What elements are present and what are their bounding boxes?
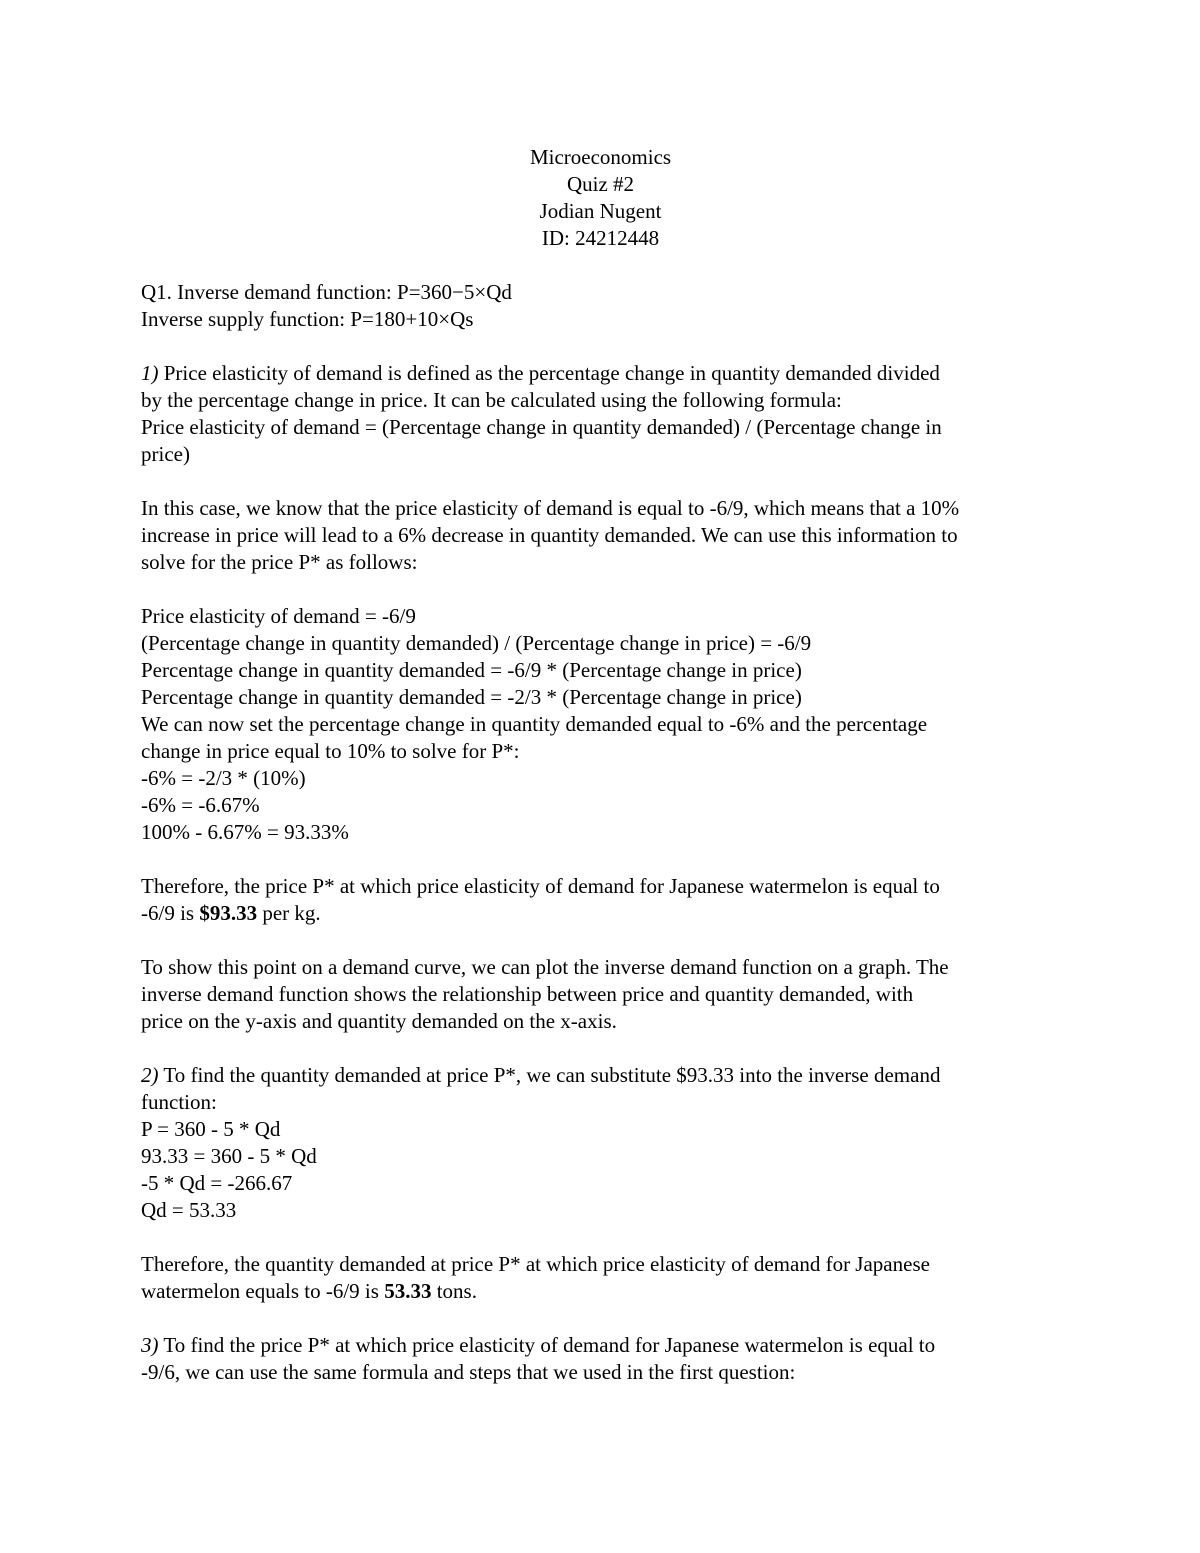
part1-conclusion-pre: -6/9 is <box>141 901 200 925</box>
part1-conclusion-line-1: Therefore, the price P* at which price elasticity of demand for Japanese watermelon is equal to <box>141 874 940 898</box>
part2-step: P = 360 - 5 * Qd <box>141 1117 281 1141</box>
part1-answer: $93.33 <box>199 901 258 925</box>
part2-label: 2) <box>141 1063 159 1087</box>
part1-graph-line-2: inverse demand function shows the relationship between price and quantity demanded, with <box>141 982 914 1006</box>
part2-intro-line-1 <box>141 1062 1060 1089</box>
part1-step: -6% = -2/3 * (10%) <box>141 766 306 790</box>
part1-conclusion-line-2 <box>141 900 1060 927</box>
part1-label: 1) <box>141 361 159 385</box>
part1-step: -6% = -6.67% <box>141 793 260 817</box>
student-name: Jodian Nugent <box>539 199 662 223</box>
part2-intro-text: To find the quantity demanded at price P*, we can substitute $93.33 into the inverse demand <box>158 1063 941 1087</box>
part1-step: change in price equal to 10% to solve for P*: <box>141 739 520 763</box>
course-title: Microeconomics <box>529 145 672 169</box>
part2-conclusion-line-2 <box>141 1278 1060 1305</box>
quiz-title: Quiz #2 <box>566 172 635 196</box>
part1-intro-line-1 <box>141 360 1060 387</box>
part3-intro-text: To find the price P* at which price elasticity of demand for Japanese watermelon is equal to <box>158 1333 936 1357</box>
part1-step: Price elasticity of demand = -6/9 <box>141 604 416 628</box>
part1-case-line-1: In this case, we know that the price elasticity of demand is equal to -6/9, which means that a 10% <box>141 496 960 520</box>
part1-step: 100% - 6.67% = 93.33% <box>141 820 349 844</box>
part3-intro-line-1 <box>141 1332 1060 1359</box>
part1-step: Percentage change in quantity demanded = -6/9 * (Percentage change in price) <box>141 658 802 682</box>
part2-step: Qd = 53.33 <box>141 1198 237 1222</box>
demand-function-line: Q1. Inverse demand function: P=360−5×Qd <box>141 280 512 304</box>
part1-case-line-3: solve for the price P* as follows: <box>141 550 418 574</box>
part1-intro-line-2: by the percentage change in price. It can be calculated using the following formula: <box>141 388 842 412</box>
part3-intro-line-2: -9/6, we can use the same formula and steps that we used in the first question: <box>141 1360 796 1384</box>
part2-intro-line-2: function: <box>141 1090 217 1114</box>
supply-function-line: Inverse supply function: P=180+10×Qs <box>141 307 474 331</box>
part1-step: (Percentage change in quantity demanded) / (Percentage change in price) = -6/9 <box>141 631 812 655</box>
part2-conclusion-pre: watermelon equals to -6/9 is <box>141 1279 385 1303</box>
part1-conclusion-post: per kg. <box>257 901 321 925</box>
document-header <box>141 144 1060 252</box>
part1-formula-line-1: Price elasticity of demand = (Percentage change in quantity demanded) / (Percentage change in <box>141 415 942 439</box>
part3-label: 3) <box>141 1333 159 1357</box>
part1-case-line-2: increase in price will lead to a 6% decrease in quantity demanded. We can use this information to <box>141 523 958 547</box>
student-id: ID: 24212448 <box>541 226 660 250</box>
part2-answer: 53.33 <box>384 1279 432 1303</box>
part2-step: -5 * Qd = -266.67 <box>141 1171 293 1195</box>
part1-graph-line-3: price on the y-axis and quantity demanded on the x-axis. <box>141 1009 617 1033</box>
part2-conclusion-post: tons. <box>431 1279 477 1303</box>
part1-formula-line-2: price) <box>141 442 190 466</box>
part1-step: Percentage change in quantity demanded = -2/3 * (Percentage change in price) <box>141 685 802 709</box>
part1-step: We can now set the percentage change in quantity demanded equal to -6% and the percentage <box>141 712 928 736</box>
part2-conclusion-line-1: Therefore, the quantity demanded at price P* at which price elasticity of demand for Japanese <box>141 1252 930 1276</box>
part2-step: 93.33 = 360 - 5 * Qd <box>141 1144 317 1168</box>
part1-graph-line-1: To show this point on a demand curve, we can plot the inverse demand function on a graph. The <box>141 955 949 979</box>
part1-intro-text: Price elasticity of demand is defined as the percentage change in quantity demanded divided <box>158 361 940 385</box>
